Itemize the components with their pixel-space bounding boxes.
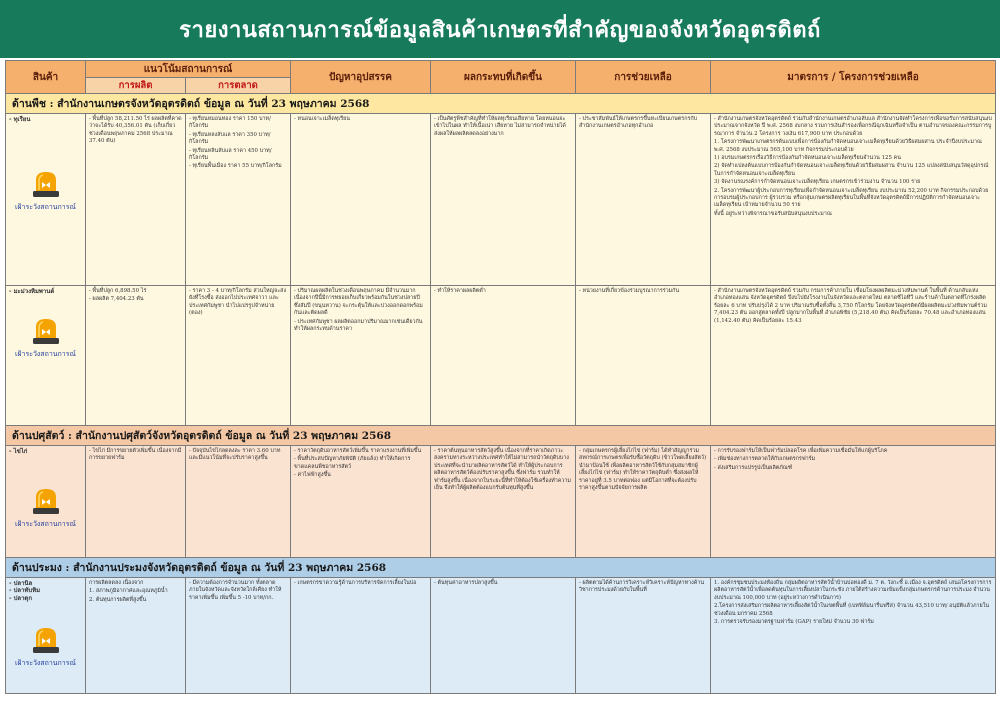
cell-line: - เพิ่มช่องทางการตลาดให้กับเกษตรกรฟาร์ม bbox=[714, 456, 816, 463]
production-cell bbox=[86, 286, 186, 426]
cell-line: 2. โครงการพัฒนาผู้ประกอบการทุเรียนเพื่อกำจัดหนอนเจาะเมล็ดทุเรียน งบประมาณ 52,200 บาท กิจกรรมประกอบด้วยการอบรมผู้ประกอบการ ผู้รวบรวม หรือกลุ่มเกษตรผลิตทุเรียนในพื้นที่จังหวัดอุตรดิตถ์มีการปฏิบัติการกำจัดหนอนเจาะเมล็ดทุเรียน เป้าหมายจำนวน 50 ราย bbox=[714, 187, 989, 209]
measures-cell bbox=[711, 578, 996, 694]
table-row bbox=[6, 286, 996, 426]
section-row bbox=[6, 94, 996, 114]
cell-line: - ส่งเสริมการแปรรูปเป็นผลิตภัณฑ์ bbox=[714, 464, 793, 471]
problems-cell-text bbox=[291, 578, 430, 590]
cell-line: - สำนักงานเกษตรจังหวัดอุตรดิตถ์ ร่วมกับ กรมการค้าภายใน เชื่อมโยงผลผลิตมะม่วงหิมพานต์ ในพื้นที่ ด้านกลับแห่ง อำเภอทองแสน จังหวัดอุตรดิตถ์ ปีงบไปยังโรงงานในจังหวัดและตลาดใหม่ ตลาดซีไอทีวี และร้านค้าในตลาดที่โกร่งผลิตร้อยละ 6 บาท ปรับปรุงได้ 2 บาท ปริมาณรับซื้อทั้งสิ้น 3,750 กิโลกรัม โดยจังหวัดอุตรดิตถ์มีผลผลิตมะม่วงหิมพานต์ร่วม 7,404.23 ตัน ออกสู่ตลาดทั้งปี ปลูกมากในพื้นที่ อำเภอพิชัย (5,218.40 ตัน) คิดเป็นร้อยละ 70.48 และอำเภอทองแสน (1,142.40 ตัน) คิดเป็นร้อยละ 15.43 bbox=[714, 288, 987, 324]
header-impact: ผลกระทบที่เกิดขึ้น bbox=[431, 61, 576, 94]
cell-line: - ประเทศกัมพูชา ผลผลิตออกมาปริมาณมากเช่นเดียวกันทำให้ผลกระทบด้านราคา bbox=[294, 318, 423, 333]
impact-cell-text bbox=[431, 446, 575, 495]
cell-line: - ราคา 3 - 4 บาท/กิโลกรัม ส่วนใหญ่จะส่งยังที่โรงซื้อ ส่งออกไปประเทศจาวา และประเทศกัมพูชา นำไปแปรรูปจำหน่าย (ตอง) bbox=[189, 288, 287, 317]
problems-cell bbox=[291, 286, 431, 426]
cell-line: - การรับรองฟาร์มให้เป็นฟาร์มปลอดโรค เพื่อเพิ่มความเชื่อมั่นให้แก่ผู้บริโภค bbox=[714, 448, 888, 454]
warning-indicator bbox=[6, 317, 85, 360]
production-cell-text bbox=[86, 114, 185, 149]
cell-line: 2. ต้นทุนการผลิตที่สูงขึ้น bbox=[89, 596, 147, 603]
market-cell bbox=[186, 578, 291, 694]
cell-line: 2.โครงการส่งเสริมการผลิตอาหารเลี้ยงสัตว์น้ำในเขตพื้นที่ (เบทฟิล์มนารื่นฟรีส) จำนวน 43,510 บาท/ อนุมัติแล้วภายในช่วงเดือน มกราคม 2568 bbox=[714, 603, 990, 617]
cell-line: - ปัจจุบันไข่ไก่ลดลงละ ราคา 3.60 บาท และมีแนวโน้มที่จะปรับราคาสูงขึ้น bbox=[189, 448, 281, 462]
problems-cell bbox=[291, 578, 431, 694]
section-title: ด้านปศุสัตว์ : สำนักงานปศุสัตว์จังหวัดอุตรดิตถ์ ข้อมูล ณ วันที่ 23 พฤษภาคม 2568 bbox=[6, 426, 996, 446]
product-cell bbox=[6, 578, 86, 694]
cell-line: - ค่าไฟฟ้าสูงขึ้น bbox=[294, 472, 331, 479]
cell-line: ทั้งนี้ อยู่ระหว่างพิจารณาขอรับสนับสนุนงบประมาณ bbox=[714, 210, 832, 217]
impact-cell bbox=[431, 446, 576, 558]
market-cell bbox=[186, 286, 291, 426]
assistance-cell-text bbox=[576, 286, 710, 298]
header-trend: แนวโน้มสถานการณ์ bbox=[86, 61, 291, 78]
header-assistance: การช่วยเหลือ bbox=[576, 61, 711, 94]
production-cell-text bbox=[86, 286, 185, 307]
warning-label: เฝ้าระวังสถานการณ์ bbox=[15, 350, 76, 359]
cell-line: - ทุเรียนหลงลับแล ราคา 350 บาท/กิโลกรัม bbox=[189, 131, 271, 146]
cell-line: - หน่วยงานที่เกี่ยวข้องร่วมบูรณาการร่วมกัน bbox=[579, 288, 680, 294]
assistance-cell bbox=[576, 578, 711, 694]
impact-cell-text bbox=[431, 578, 575, 590]
cell-line: - กลุ่มเกษตรกรผู้เลี้ยงไก่ไข่ (ฟาร์ม) ได้ทำสัญญาร่วมสหกรณ์การเกษตรเพื่อรับซื้อวัตถุดิบ (ข้าวโพดเลี้ยงสัตว์) นำมาป้อนใช้ เพื่อผลิตอาหารสัตว์ใช้กับกลุ่มสมาชิกผู้เลี้ยงไก่ไข่ (ฟาร์ม) ทำให้ราคาวัตถุดิบต่ำ ซึ่งส่งผลให้ราคาอยู่ที่ 3.5 บาทต่อฟอง แต่มีโอกาสที่จะต้องปรับราคาสูงขึ้นตามปัจจัยการผลิต bbox=[579, 448, 707, 492]
table-body bbox=[6, 94, 996, 694]
header-production: การผลิต bbox=[86, 78, 186, 94]
cell-line: 1. องค์กรชุมชนประมงท้องถิ่น กลุ่มผลิตอาหารสัตว์น้ำบ้านบ่อทองดี ม. 7 ต. วังกะชี้ อ.เมือง จ.อุตรดิตถ์ เสนอโครงการการผลิตอาหารสัตว์น้ำเพื่อลดต้นทุนในการเลี้ยงปลาในกระชัง ภายใต้สร้างความเข้มแข็งกลุ่มเกษตรกรด้านการประมง จำนวนงบประมาณ 100,000 บาท (อยู่ระหว่างการดำเนินการ) bbox=[714, 580, 992, 601]
section-title: ด้านประมง : สำนักงานประมงจังหวัดอุตรดิตถ์ ข้อมูล ณ วันที่ 23 พฤษภาคม 2568 bbox=[6, 558, 996, 578]
warning-siren-icon bbox=[31, 317, 61, 345]
assistance-cell-text bbox=[576, 578, 710, 598]
cell-line: - พื้นที่ประสบปัญหาภัยพิบัติ (ภัยแล้ง) ทำให้เกิดการขาดแคลนพืชอาหารสัตว์ bbox=[294, 456, 411, 470]
measures-cell bbox=[711, 446, 996, 558]
report-table-container bbox=[5, 60, 995, 700]
cell-line: - ทุเรียนพื้นเมือง ราคา 55 บาท/กิโลกรัม bbox=[189, 163, 282, 170]
product-cell bbox=[6, 286, 86, 426]
warning-indicator bbox=[6, 487, 85, 530]
product-cell bbox=[6, 446, 86, 558]
product-name: - มะม่วงหิมพานต์ bbox=[9, 288, 55, 295]
cell-line: - ทุเรียนหลินลับแล ราคา 450 บาท/กิโลกรัม bbox=[189, 147, 272, 162]
warning-siren-icon bbox=[31, 487, 61, 515]
header-market: การตลาด bbox=[186, 78, 291, 94]
product-name: - ปลาทับทิม bbox=[9, 587, 41, 595]
cell-line: การผลิตลดลง เนื่องจาก bbox=[89, 580, 144, 586]
impact-cell bbox=[431, 286, 576, 426]
assistance-cell bbox=[576, 286, 711, 426]
problems-cell bbox=[291, 446, 431, 558]
assistance-cell bbox=[576, 446, 711, 558]
measures-cell-text bbox=[711, 114, 995, 221]
market-cell-text bbox=[186, 446, 290, 466]
cell-line: - ประชาสัมพันธ์ให้เกษตรกรขึ้นทะเบียนเกษตรกรกับสำนักงานเกษตรอำเภอทุกอำเภอ bbox=[579, 116, 698, 130]
warning-label: เฝ้าระวังสถานการณ์ bbox=[15, 203, 76, 212]
product-cell-text bbox=[6, 286, 85, 297]
cell-line: - ทุเรียนหมอนทอง ราคา 150 บาท/กิโลกรัม bbox=[189, 116, 271, 130]
warning-label: เฝ้าระวังสถานการณ์ bbox=[15, 520, 76, 529]
section-row bbox=[6, 426, 996, 446]
market-cell-text bbox=[186, 114, 290, 174]
measures-cell bbox=[711, 114, 996, 286]
cell-line: - พื้นที่ปลูก 58,211.50 ไร่ ผลผลิตที่คาดว่าจะได้รับ 40,356.01 ตัน (เก็บเกี่ยวช่วงเดือนพฤษภาคม 2568 ประมาณ 37.40 ตัน) bbox=[89, 116, 182, 145]
production-cell-text bbox=[86, 446, 185, 466]
product-cell-text bbox=[6, 114, 85, 125]
cell-line: - ผลิตตามได้ค้านการวิเคราะห์วิเคราะห์ปัญหาทางค้านวิชาการประมงด้วยกับในพื้นที่ bbox=[579, 580, 705, 594]
measures-cell-text bbox=[711, 446, 995, 475]
page-title: รายงานสถานการณ์ข้อมูลสินค้าเกษตรที่สำคัญของจังหวัดอุตรดิตถ์ bbox=[0, 0, 1000, 58]
product-cell-text bbox=[6, 578, 85, 604]
cell-line: 3. การตรวจรับรองมาตรฐานฟาร์ม (GAP) รายใหม่ จำนวน 30 ฟาร์ม bbox=[714, 619, 874, 626]
product-name: - ไข่ไก่ bbox=[9, 448, 28, 455]
section-title: ด้านพืช : สำนักงานเกษตรจังหวัดอุตรดิตถ์ ข้อมูล ณ วันที่ 23 พฤษภาคม 2568 bbox=[6, 94, 996, 114]
product-name: - ปลาดุก bbox=[9, 594, 32, 602]
header-problems: ปัญหาอุปสรรค bbox=[291, 61, 431, 94]
measures-cell-text bbox=[711, 578, 995, 629]
cell-line: - ราคาต้นทุนอาหารสัตว์สูงขึ้น เนื่องจากที่ราคาเกิดภาวะสงครามทางระหว่างประเทศทำให้ไม่สามารถนำวัตถุดิบบางประเทศที่จะนำมาผลิตอาหารสัตว์ได้ ทำให้ผู้ประกอบการผลิตอาหารสัตว์ต้องปรับราคาสูงขึ้น ซึ่งฟาร์ม รวมทำให้ฟาร์มสูงขึ้น เนื่องจากในระยะนี้ที่ทำให้ต้องใช้เครื่องทำความเย็น จึงทำให้ผู้ผลิตต้องแบกรับต้นทุนที่สูงขึ้น bbox=[434, 448, 571, 492]
market-cell-text bbox=[186, 578, 290, 605]
cell-line: - พื้นที่ปลูก 6,898.50 ไร่ bbox=[89, 288, 147, 294]
cell-line: 1. โครงการพัฒนาเกษตรกรต้นแบบเพื่อการป้องกันกำจัดหนอนเจาะเมล็ดทุเรียนด้วยวิธีผสมผสาน ประจำปีงบประมาณ พ.ศ. 2568 งบประมาณ 565,100 บาท กิจกรรมประกอบด้วย bbox=[714, 139, 982, 153]
cell-line: - ราคาวัตถุดิบอาหารสัตว์เพิ่มขึ้น ราคาแรงงานที่เพิ่มขึ้น bbox=[294, 448, 422, 454]
cell-line: 1. สภาพภูมิอากาศและอุณหภูมิน้ำ bbox=[89, 588, 168, 595]
cell-line: - สำนักงานเกษตรจังหวัดอุตรดิตถ์ ร่วมกับสำนักงานเกษตรอำเภอลับแล สำนักงานจัดทำโครงการเพื่อขอรับการสนับสนุนงบประมาณจากจังหวัด ปี พ.ศ. 2568 งบกลาง รวมการเงินสำรองเพื่อกรณีฉุกเฉินหรือจำเป็น ตามอำนาจของคณะกรรมการบูรณาการ จำนวน 2 โครงการ วงเงิน 617,900 บาท ประกอบด้วย bbox=[714, 116, 992, 137]
cell-line: - ผลผลิต 7,404.23 ตัน bbox=[89, 296, 144, 303]
product-name: - ทุเรียน bbox=[9, 116, 31, 123]
header-product: สินค้า bbox=[6, 61, 86, 94]
problems-cell bbox=[291, 114, 431, 286]
problems-cell-text bbox=[291, 114, 430, 126]
measures-cell bbox=[711, 286, 996, 426]
product-name: - ปลานิล bbox=[9, 580, 33, 587]
assistance-cell-text bbox=[576, 446, 710, 495]
impact-cell-text bbox=[431, 286, 575, 298]
warning-indicator bbox=[6, 170, 85, 213]
assistance-cell bbox=[576, 114, 711, 286]
production-cell bbox=[86, 578, 186, 694]
header-measures: มาตรการ / โครงการช่วยเหลือ bbox=[711, 61, 996, 94]
cell-line: 2) จัดทำแปลงต้นแบบการป้องกันกำจัดหนอนเจาะเมล็ดทุเรียนด้วยวิธีผสมผสาน จำนวน 125 แปลงสนับสนุนวัสดุอุปกรณ์ในการกำจัดหนอนเจาะเมล็ดทุเรียน bbox=[714, 163, 989, 177]
cell-line: - หนอนเจาะเมล็ดทุเรียน bbox=[294, 116, 350, 122]
impact-cell-text bbox=[431, 114, 575, 141]
problems-cell-text bbox=[291, 446, 430, 483]
warning-label: เฝ้าระวังสถานการณ์ bbox=[15, 659, 76, 668]
cell-line: - ปริมาณผลผลิตในช่วงเดือนพฤษภาคม มีจำนวนมาก เนื่องจากปีนี้มีการทยอยเก็บเกี่ยวพร้อมกันในช่วงปลายปี ซึ่งสัมปี (ขนุนหวาน) จะกระตุ้นให้และบ่วงออกดอกพร้อมกันและติดผลดี bbox=[294, 288, 423, 317]
market-cell-text bbox=[186, 286, 290, 321]
production-cell-text bbox=[86, 578, 185, 607]
impact-cell bbox=[431, 114, 576, 286]
problems-cell-text bbox=[291, 286, 430, 336]
impact-cell bbox=[431, 578, 576, 694]
warning-siren-icon bbox=[31, 170, 61, 198]
table-row bbox=[6, 114, 996, 286]
warning-indicator bbox=[6, 626, 85, 669]
cell-line: 3) จัดงานรณรงค์การกำจัดหนอนเจาะเมล็ดทุเรียน เกษตรกรเข้าร่วมงาน จำนวน 100 ราย bbox=[714, 179, 921, 186]
cell-line: - ต้นทุนค่าอาหารปลาสูงขึ้น bbox=[434, 580, 498, 586]
table-row bbox=[6, 578, 996, 694]
product-cell-text bbox=[6, 446, 85, 457]
production-cell bbox=[86, 446, 186, 558]
cell-line: - เป็นศัตรูพืชสำคัญที่ทำให้ผลทุเรียนเสียหาย โดยหนอนจะเข้าไปในผล ทำให้เนื้อเน่า เสียหาย ไม่สามารถจำหน่ายได้ ส่งผลให้ผลผลิตลดลงอย่างมาก bbox=[434, 116, 566, 137]
assistance-cell-text bbox=[576, 114, 710, 134]
product-cell bbox=[6, 114, 86, 286]
warning-siren-icon bbox=[31, 626, 61, 654]
cell-line: 1) อบรมเกษตรกรเรื่องวิธีการป้องกันกำจัดหนอนเจาะเมล็ดทุเรียนจำนวน 125 คน bbox=[714, 155, 901, 162]
market-cell bbox=[186, 114, 291, 286]
cell-line: - ไข่ไก่ มีการขยายตัวเพิ่มขึ้น เนื่องจากมีการขยายฟาร์ม bbox=[89, 448, 182, 462]
market-cell bbox=[186, 446, 291, 558]
table-row bbox=[6, 446, 996, 558]
measures-cell-text bbox=[711, 286, 995, 328]
section-row bbox=[6, 558, 996, 578]
production-cell bbox=[86, 114, 186, 286]
report-table bbox=[5, 60, 996, 694]
cell-line: - เกษตรกรขาดวามรู้ด้านการบริหารจัดการเลี้ยงในบ่อ bbox=[294, 580, 417, 586]
cell-line: - มีความต้องการจำนวนมาก ทั้งตลาดภายในจังหวัดและจังหวัดใกล้เคียง ทำให้ราคาเพิ่มขึ้น เพิ่มขึ้น 5 -10 บาท/กก. bbox=[189, 580, 282, 601]
cell-line: - ทำให้ราคาผลผลิตต่ำ bbox=[434, 288, 486, 294]
